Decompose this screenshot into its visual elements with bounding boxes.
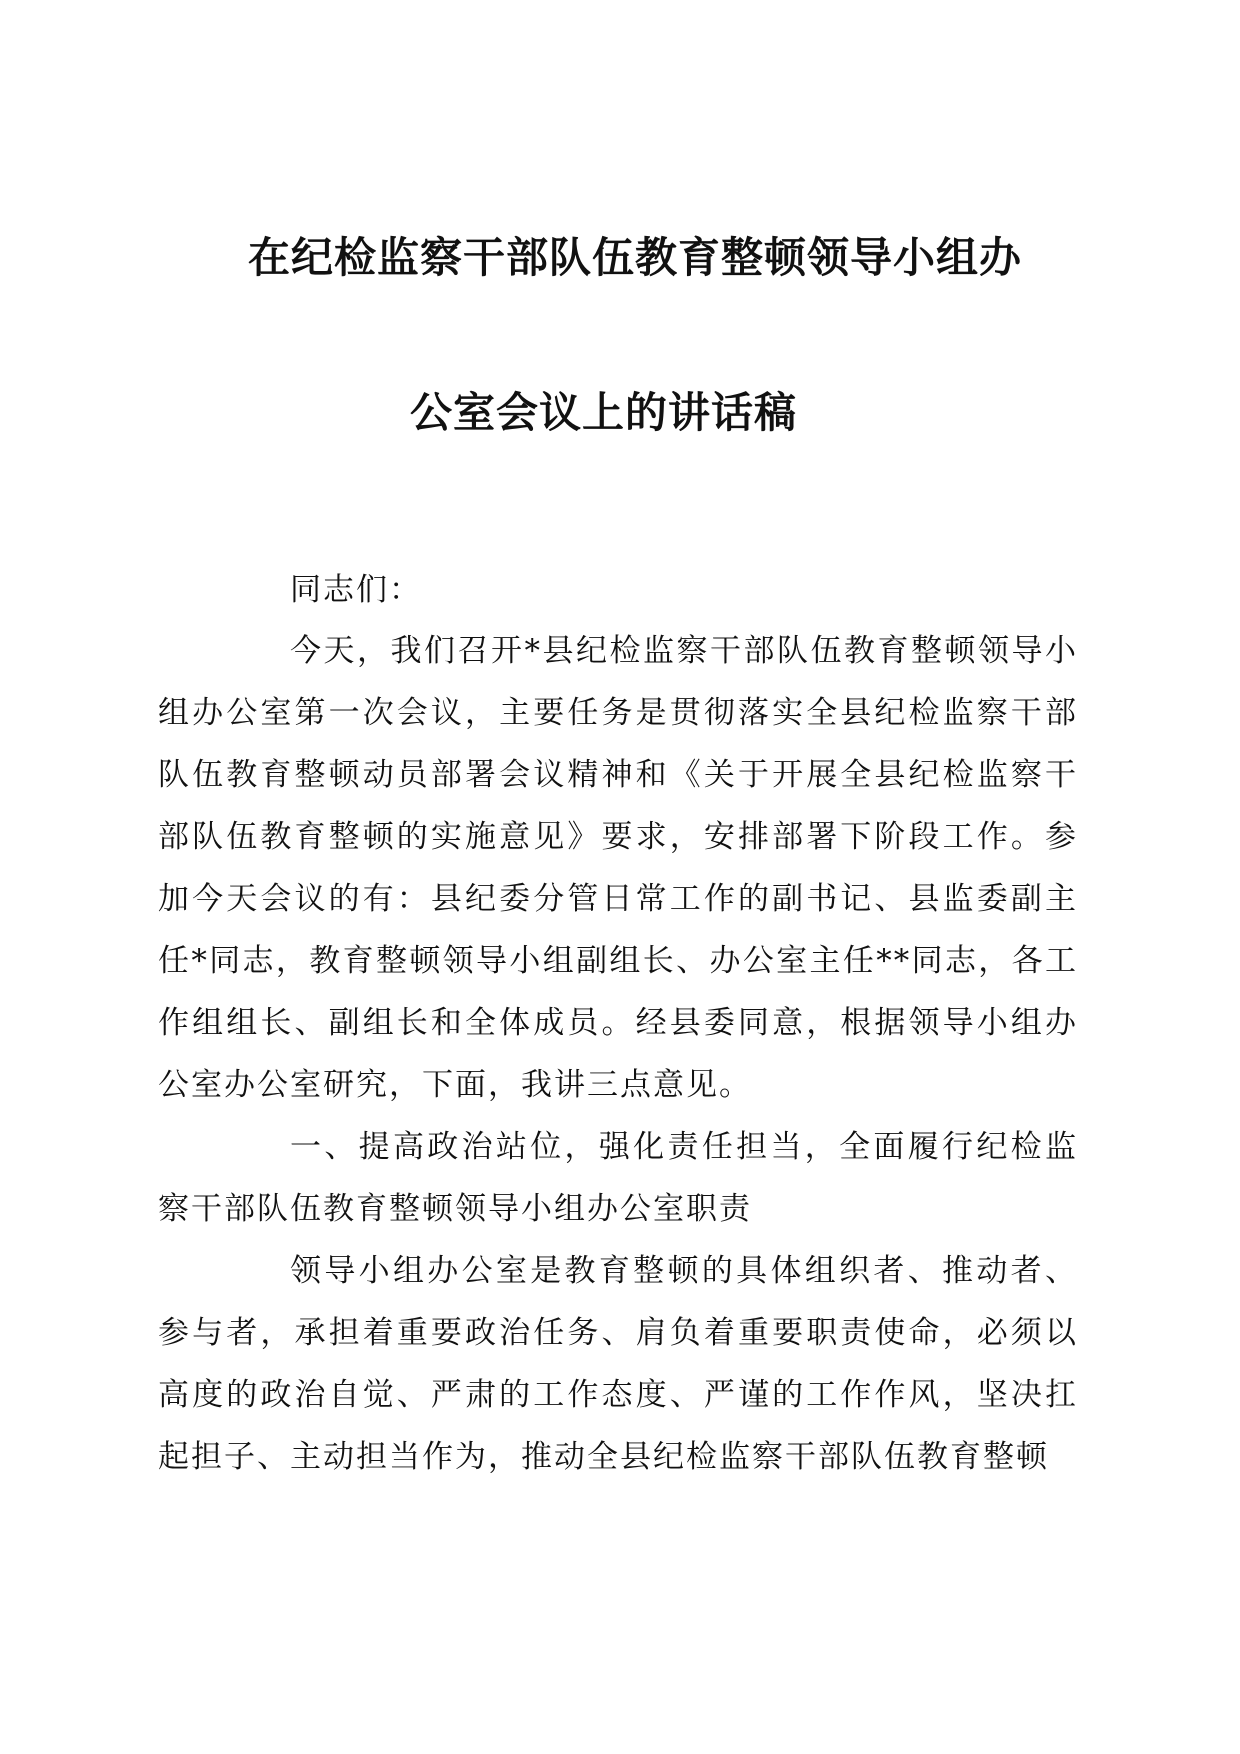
document-body — [158, 620, 1078, 1488]
paragraph-section-1: 领导小组办公室是教育整顿的具体组织者、推动者、参与者，承担着重要政治任务、肩负着重要职责使命，必须以高度的政治自觉、严肃的工作态度、严谨的工作作风，坚决扛起担子、主动担当作为，推动全县纪检监察干部队伍教育整顿 — [158, 1253, 1078, 1475]
document-title-line-2: 公室会议上的讲话稿 — [410, 388, 798, 437]
salutation: 同志们： — [290, 572, 422, 608]
section-heading-1: 一、提高政治站位，强化责任担当，全面履行纪检监察干部队伍教育整顿领导小组办公室职责 — [158, 1129, 1078, 1227]
paragraph-opening: 今天，我们召开*县纪检监察干部队伍教育整顿领导小组办公室第一次会议，主要任务是贯彻落实全县纪检监察干部队伍教育整顿动员部署会议精神和《关于开展全县纪检监察干部队伍教育整顿的实施意见》要求，安排部署下阶段工作。参加今天会议的有：县纪委分管日常工作的副书记、县监委副主任*同志，教育整顿领导小组副组长、办公室主任**同志，各工作组组长、副组长和全体成员。经县委同意，根据领导小组办公室办公室研究，下面，我讲三点意见。 — [158, 633, 1078, 1103]
document-title-line-1: 在纪检监察干部队伍教育整顿领导小组办 — [248, 233, 1023, 282]
